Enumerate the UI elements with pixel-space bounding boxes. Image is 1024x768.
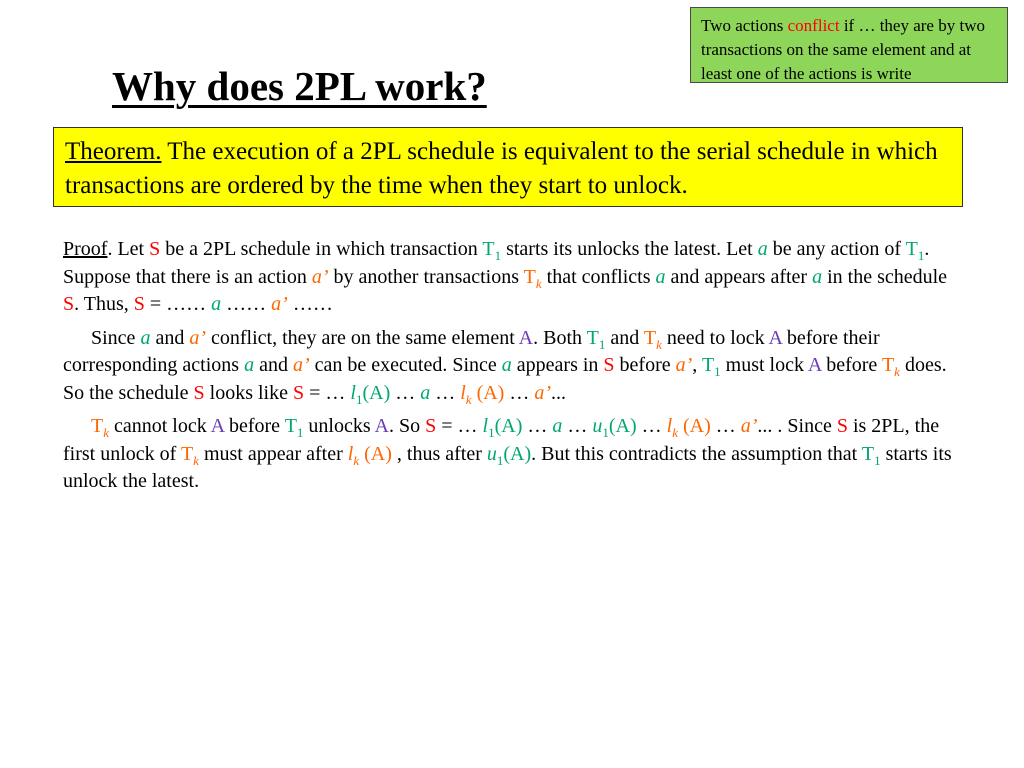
text: Since (91, 326, 141, 349)
proof-paragraph-3: $T_k$ cannot lock A before $T_1$ unlocks A. So S = … $l_1(A)$ … a … $u_1(A)$ … $l_k$ (A) … a’... . Since S is 2PL, the first unlock of $T_k$ must appear after $l_k$ (A) , thus after $u_1(A)$. But this contradicts the assumption that $T_1$ starts its unlock the latest. (63, 415, 952, 492)
action-a: a (757, 238, 768, 260)
element-a: A (210, 415, 224, 437)
element-a: A (807, 354, 822, 376)
text: and (605, 326, 644, 349)
text: need to lock (661, 326, 769, 349)
transaction-tk: $T_k$ (643, 326, 662, 352)
ellipsis: … (715, 415, 736, 437)
element-a: A (518, 326, 534, 349)
element-a: A (768, 326, 782, 349)
schedule-symbol: S (425, 415, 437, 437)
schedule-symbol: S (836, 415, 848, 437)
text: . Thus, (74, 293, 134, 315)
action-a-prime: a’ (271, 293, 288, 315)
text: before (614, 354, 676, 376)
text: appears in (511, 354, 604, 376)
action-a: a (211, 293, 222, 315)
action-a: a (244, 354, 255, 376)
action-a-prime: a’ (292, 354, 310, 376)
text: cannot lock (109, 415, 211, 437)
transaction-t1: $T_1$ (905, 238, 925, 263)
slide-title: Why does 2PL work? (112, 63, 487, 109)
transaction-t1: $T_1$ (701, 354, 721, 379)
lock-lk: $l_k$ (A) (460, 381, 505, 407)
transaction-tk: $T_k$ (881, 354, 900, 379)
transaction-t1: $T_1$ (482, 238, 502, 263)
ellipsis: …… (226, 293, 267, 315)
ellipsis: …… (292, 293, 333, 315)
text: can be executed. Since (309, 354, 502, 376)
schedule-symbol: S (63, 293, 75, 315)
lock-lk: $l_k$ (A) (666, 415, 711, 440)
ellipsis: … (325, 381, 346, 404)
text: and (150, 326, 190, 349)
text: before their corresponding actions (63, 326, 880, 376)
action-a: a (420, 381, 431, 404)
text: that conflicts (541, 265, 656, 288)
proof-section (63, 236, 953, 496)
transaction-tk: $T_k$ (91, 415, 109, 440)
text: ... . Since (757, 415, 837, 437)
action-a-prime: a’ (675, 354, 693, 376)
ellipsis: … (509, 381, 530, 404)
ellipsis: … (641, 415, 662, 437)
note-text: if … they are by two transactions on the same element and at least one of the actions is write (701, 16, 985, 83)
transaction-t1: $T_1$ (861, 442, 881, 468)
schedule-symbol: S (293, 381, 305, 404)
unlock-u1: $u_1(A)$ (486, 442, 532, 468)
lock-l1: $l_1(A)$ (482, 415, 523, 440)
proof-paragraph-2: Since a and a’ conflict, they are on the same element A. Both $T_1$ and $T_k$ need to lock A before their corresponding actions a and a’ can be executed. Since a appears in S before a’, $T_1$ must lock A before $T_k$ does. So the schedule S looks like S = … $l_1(A)$ … a … $l_k$ (A) … a’... (63, 326, 947, 407)
ellipsis: … (457, 415, 478, 437)
ellipsis: …… (166, 293, 207, 315)
lock-lk: $l_k$ (A) (347, 442, 392, 468)
text: must appear after (198, 442, 348, 465)
action-a-prime: a’ (189, 326, 206, 349)
text: ... (551, 381, 567, 404)
text: in the schedule (822, 265, 948, 288)
note-conflict-term: conflict (787, 16, 840, 35)
text: and appears after (665, 265, 813, 288)
text: starts its unlocks the latest. Let (501, 238, 758, 260)
text: before (223, 415, 285, 437)
action-a: a (501, 354, 512, 376)
text: and (254, 354, 293, 376)
text: . Let (107, 238, 150, 260)
text: be a 2PL schedule in which transaction (160, 238, 483, 260)
proof-label: Proof (63, 238, 108, 260)
text: , thus after (391, 442, 487, 465)
action-a-prime: a’ (740, 415, 758, 437)
transaction-t1: $T_1$ (284, 415, 304, 440)
action-a: a (140, 326, 151, 349)
action-a: a (655, 265, 666, 288)
proof-paragraph-1 (63, 236, 953, 319)
text: unlocks (303, 415, 375, 437)
action-a: a (812, 265, 823, 288)
action-a-prime: a’ (534, 381, 552, 404)
ellipsis: … (567, 415, 588, 437)
theorem-label: Theorem. (65, 138, 162, 165)
action-a-prime: a’ (311, 265, 329, 288)
text: , (692, 354, 702, 376)
text: by another transactions (328, 265, 524, 288)
conflict-definition-note (690, 7, 1008, 83)
theorem-text: The execution of a 2PL schedule is equivalent to the serial schedule in which transactions are ordered by the time when they start to unlock. (65, 138, 938, 199)
schedule-symbol: S (603, 354, 615, 376)
schedule-symbol: S (133, 293, 145, 315)
lock-l1: $l_1(A)$ (350, 381, 391, 407)
text: . But this contradicts the assumption that (531, 442, 862, 465)
text: looks like (204, 381, 293, 404)
element-a: A (374, 415, 389, 437)
text: . So (389, 415, 426, 437)
text: = (144, 293, 167, 315)
ellipsis: … (527, 415, 548, 437)
text: conflict, they are on the same element (206, 326, 519, 349)
text: before (821, 354, 882, 376)
text: must lock (720, 354, 808, 376)
action-a: a (552, 415, 563, 437)
ellipsis: … (435, 381, 456, 404)
note-text: Two actions (701, 16, 788, 35)
transaction-tk: $T_k$ (180, 442, 199, 468)
schedule-symbol: S (193, 381, 205, 404)
theorem-box (53, 127, 963, 207)
text: . Suppose that there is an action (63, 238, 930, 288)
text: be any action of (767, 238, 906, 260)
transaction-tk: $T_k$ (523, 265, 542, 291)
schedule-symbol: S (149, 238, 161, 260)
text: is 2PL, the first unlock of (63, 415, 940, 465)
transaction-t1: $T_1$ (586, 326, 606, 352)
text: starts its unlock the latest. (63, 442, 952, 492)
text: does. So the schedule (63, 354, 947, 404)
unlock-u1: $u_1(A)$ (592, 415, 637, 440)
text: . Both (533, 326, 587, 349)
ellipsis: … (395, 381, 416, 404)
